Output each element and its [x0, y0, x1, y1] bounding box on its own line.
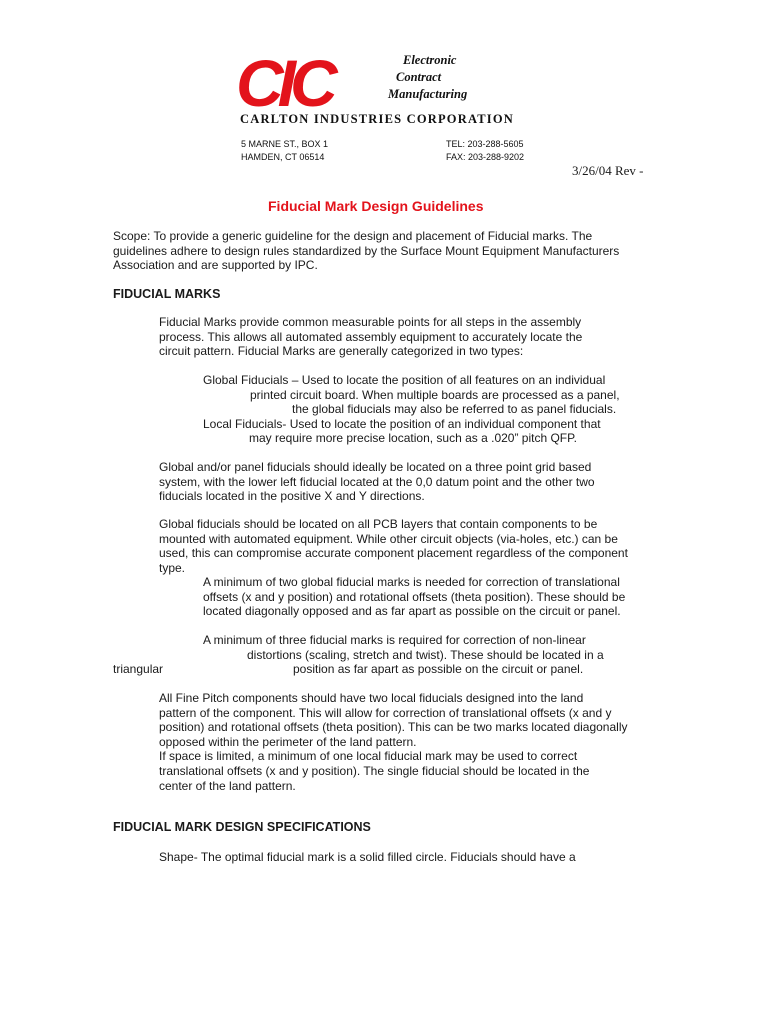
section-heading-design-specifications: FIDUCIAL MARK DESIGN SPECIFICATIONS — [113, 820, 371, 834]
min-two-paragraph: A minimum of two global fiducial marks is needed for correction of translational offsets (x and y position) and rotational offsets (theta position). These should be located diagonally opposed and as far apart as possible on the circuit or panel. — [203, 575, 626, 619]
company-address: 5 MARNE ST., BOX 1 HAMDEN, CT 06514 — [241, 139, 329, 162]
intro-paragraph: Fiducial Marks provide common measurable points for all steps in the assembly process. This allows all automated assembly equipment to accurately locate the circuit pattern. Fiducial Marks are generally categorized in two types: — [159, 315, 583, 359]
company-logo: CIC — [236, 46, 332, 120]
logo-tagline-line: Electronic — [403, 53, 457, 67]
logo-tagline — [388, 52, 467, 103]
scope-paragraph: Scope: To provide a generic guideline for the design and placement of Fiducial marks. The guidelines adhere to design rules standardized by the Surface Mount Equipment Manufacturers Association and are supported by IPC. — [113, 229, 620, 273]
min-three-paragraph: A minimum of three fiducial marks is required for correction of non-linear distortions (scaling, stretch and twist). These should be located in a — [203, 633, 604, 662]
logo-tagline-line: Contract — [396, 70, 442, 84]
company-phones: TEL: 203-288-5605 FAX: 203-288-9202 — [446, 139, 525, 162]
min-three-triangular: triangular — [113, 662, 164, 676]
layers-paragraph: Global fiducials should be located on all PCB layers that contain components to be mounted with automated equipment. While other circuit objects (via-holes, etc.) can be used, this can compromise accurate component placement regardless of the component type. — [159, 517, 628, 575]
section-heading-fiducial-marks: FIDUCIAL MARKS — [113, 287, 221, 301]
min-three-position: position as far apart as possible on the circuit or panel. — [293, 662, 584, 676]
logo-tagline-line: Manufacturing — [388, 87, 468, 101]
document-title: Fiducial Mark Design Guidelines — [268, 198, 484, 214]
company-name: CARLTON INDUSTRIES CORPORATION — [240, 112, 515, 126]
fiducial-types: Global Fiducials – Used to locate the position of all features on an individual printed circuit board. When multiple boards are processed as a panel, the global fiducials may also be referred to as panel fiducials. Local Fiducials- Used to locate the position of an individual component that may require more precise location, such as a .020” pitch QFP. — [203, 373, 620, 446]
shape-paragraph: Shape- The optimal fiducial mark is a solid filled circle. Fiducials should have a — [159, 850, 576, 864]
global-panel-paragraph: Global and/or panel fiducials should ideally be located on a three point grid based system, with the lower left fiducial located at the 0,0 datum point and the other two fiducials located in the positive X and Y directions. — [159, 460, 595, 504]
revision-date: 3/26/04 Rev - — [572, 163, 644, 178]
fine-pitch-paragraph: All Fine Pitch components should have two local fiducials designed into the land pattern of the component. This will allow for correction of translational offsets (x and y position) and rotational offsets (theta position). This can be two marks located diagonally opposed within the perimeter of the land pattern. If space is limited, a minimum of one local fiducial mark may be used to correct translational offsets (x and y position). The single fiducial should be located in the center of the land pattern. — [159, 691, 628, 793]
